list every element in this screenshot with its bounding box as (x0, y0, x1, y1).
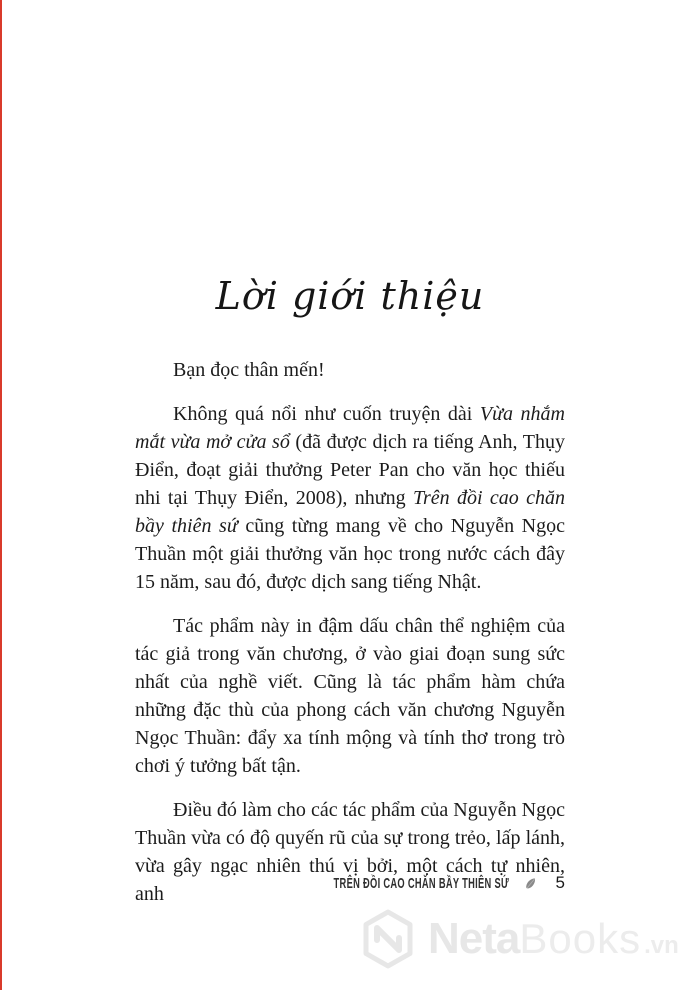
paragraph-text: Không quá nổi như cuốn truyện dài (173, 403, 480, 425)
watermark-brand-text (428, 914, 679, 964)
page-footer (135, 870, 565, 896)
body-text (135, 356, 565, 924)
paragraph-text: Bạn đọc thân mến! (173, 359, 325, 381)
paragraph-text: (đã được dịch ra tiếng Anh, Thụy Điển, đoạt giải thưởng Peter Pan cho văn học thiếu nhi tại Thụy Điển, 2008), nhưng (135, 431, 565, 509)
paragraph (135, 356, 565, 384)
netabooks-logo-icon (360, 908, 416, 970)
paragraph (135, 612, 565, 780)
chapter-title: Lời giới thiệu (215, 274, 485, 318)
running-title: TRÊN ĐỒI CAO CHĂN BẦY THIÊN SỨ (333, 874, 509, 892)
left-accent-border (0, 0, 2, 990)
paragraph-text: Điều đó làm cho các tác phẩm của Nguyễn Ngọc Thuần vừa có độ quyến rũ của sự trong trẻo, lấp lánh, vừa gây ngạc nhiên thú vị bởi, một cách tự nhiên, anh (135, 799, 565, 905)
book-title-inline: Trên đồi cao chăn bầy thiên sứ (135, 487, 566, 537)
watermark-brand-secondary: Books (519, 915, 642, 962)
netabooks-watermark (360, 908, 679, 970)
leaf-ornament-icon (523, 876, 538, 891)
watermark-brand-primary: Neta (428, 914, 520, 963)
paragraph-text: Tác phẩm này in đậm dấu chân thể nghiệm của tác giả trong văn chương, ở vào giai đoạn sung sức nhất của nghề viết. Cũng là tác phẩm hàm chứa những đặc thù của phong cách văn chương Nguyễn Ngọc Thuần: đẩy xa tính mộng và tính thơ trong trò chơi ý tưởng bất tận. (135, 615, 565, 777)
paragraph (135, 400, 565, 596)
paragraph-text: cũng từng mang về cho Nguyễn Ngọc Thuần một giải thưởng văn học trong nước cách đây 15 năm, sau đó, được dịch sang tiếng Nhật. (135, 515, 565, 593)
page-number: 5 (555, 873, 565, 892)
watermark-domain: .vn (644, 932, 679, 959)
book-title-inline: Vừa nhắm mắt vừa mở cửa sổ (135, 403, 565, 453)
